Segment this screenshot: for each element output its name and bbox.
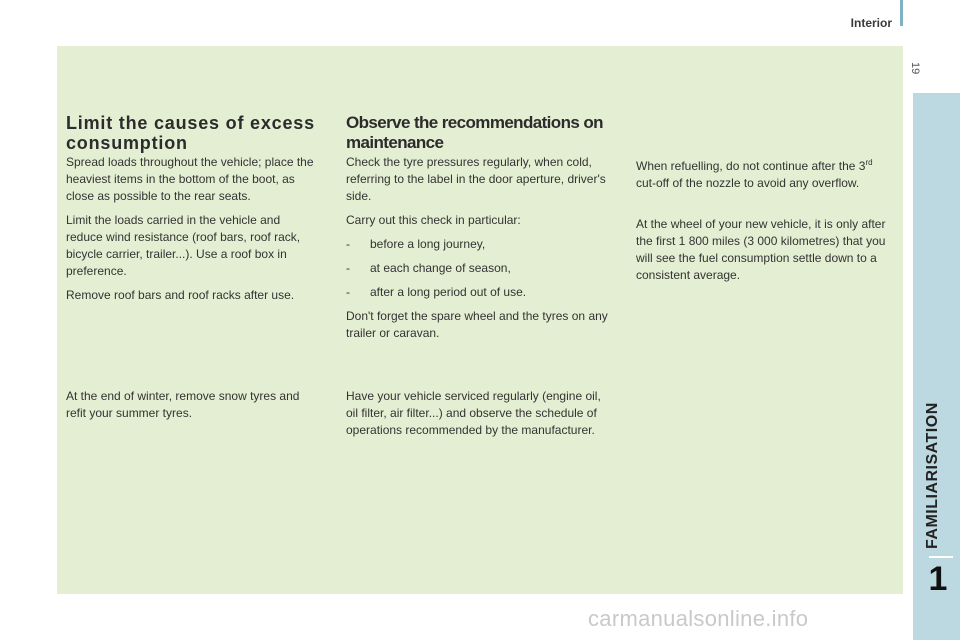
list-item bbox=[346, 260, 608, 277]
paragraph: Limit the loads carried in the vehicle and reduce wind resistance (roof bars, roof rack, bicycle carrier, trailer...). Use a roof box in preference. bbox=[66, 213, 301, 278]
list-dash: - bbox=[346, 261, 350, 275]
paragraph: Spread loads throughout the vehicle; place the heaviest items in the bottom of the boot, as close as possible to the rear seats. bbox=[66, 155, 314, 203]
section-title: Interior bbox=[850, 16, 892, 30]
paragraph: Don't forget the spare wheel and the tyres on any trailer or caravan. bbox=[346, 309, 608, 340]
heading-excess-consumption: Limit the causes of excess consumption bbox=[66, 113, 315, 153]
chapter-tab-label: FAMILIARISATION bbox=[924, 402, 941, 549]
paragraph: Have your vehicle serviced regularly (engine oil, oil filter, air filter...) and observe the schedule of operations recommended by the manufacturer. bbox=[346, 389, 601, 437]
page-number: 19 bbox=[909, 62, 921, 75]
list-item-text: before a long journey, bbox=[370, 237, 486, 251]
refuelling-paragraph: When refuelling, do not continue after the 3rd cut-off of the nozzle to avoid any overflow. bbox=[636, 158, 873, 190]
watermark: carmanualsonline.info bbox=[588, 606, 809, 631]
column-excess-consumption bbox=[66, 154, 318, 311]
column-maintenance bbox=[346, 154, 608, 349]
heading-maintenance: Observe the recommendations on maintenance bbox=[346, 113, 603, 152]
list-dash: - bbox=[346, 237, 350, 251]
header-accent-bar bbox=[900, 0, 903, 26]
paragraph: At the wheel of your new vehicle, it is only after the first 1 800 miles (3 000 kilometres) that you will see the fuel consumption settle down to a consistent average. bbox=[636, 217, 886, 282]
paragraph: Remove roof bars and roof racks after use. bbox=[66, 288, 295, 302]
list-item bbox=[346, 236, 608, 253]
chapter-tab-divider bbox=[929, 556, 953, 558]
column-maintenance-bottom bbox=[346, 388, 608, 446]
column-refuelling bbox=[636, 154, 886, 291]
paragraph: At the end of winter, remove snow tyres and refit your summer tyres. bbox=[66, 389, 300, 420]
list-item bbox=[346, 284, 608, 301]
list-item-text: after a long period out of use. bbox=[370, 285, 527, 299]
chapter-number: 1 bbox=[928, 560, 948, 598]
paragraph: Carry out this check in particular: bbox=[346, 213, 521, 227]
list-item-text: at each change of season, bbox=[370, 261, 511, 275]
column-excess-consumption-bottom bbox=[66, 388, 318, 429]
list-dash: - bbox=[346, 285, 350, 299]
paragraph: Check the tyre pressures regularly, when cold, referring to the label in the door aperture, driver's side. bbox=[346, 155, 606, 203]
